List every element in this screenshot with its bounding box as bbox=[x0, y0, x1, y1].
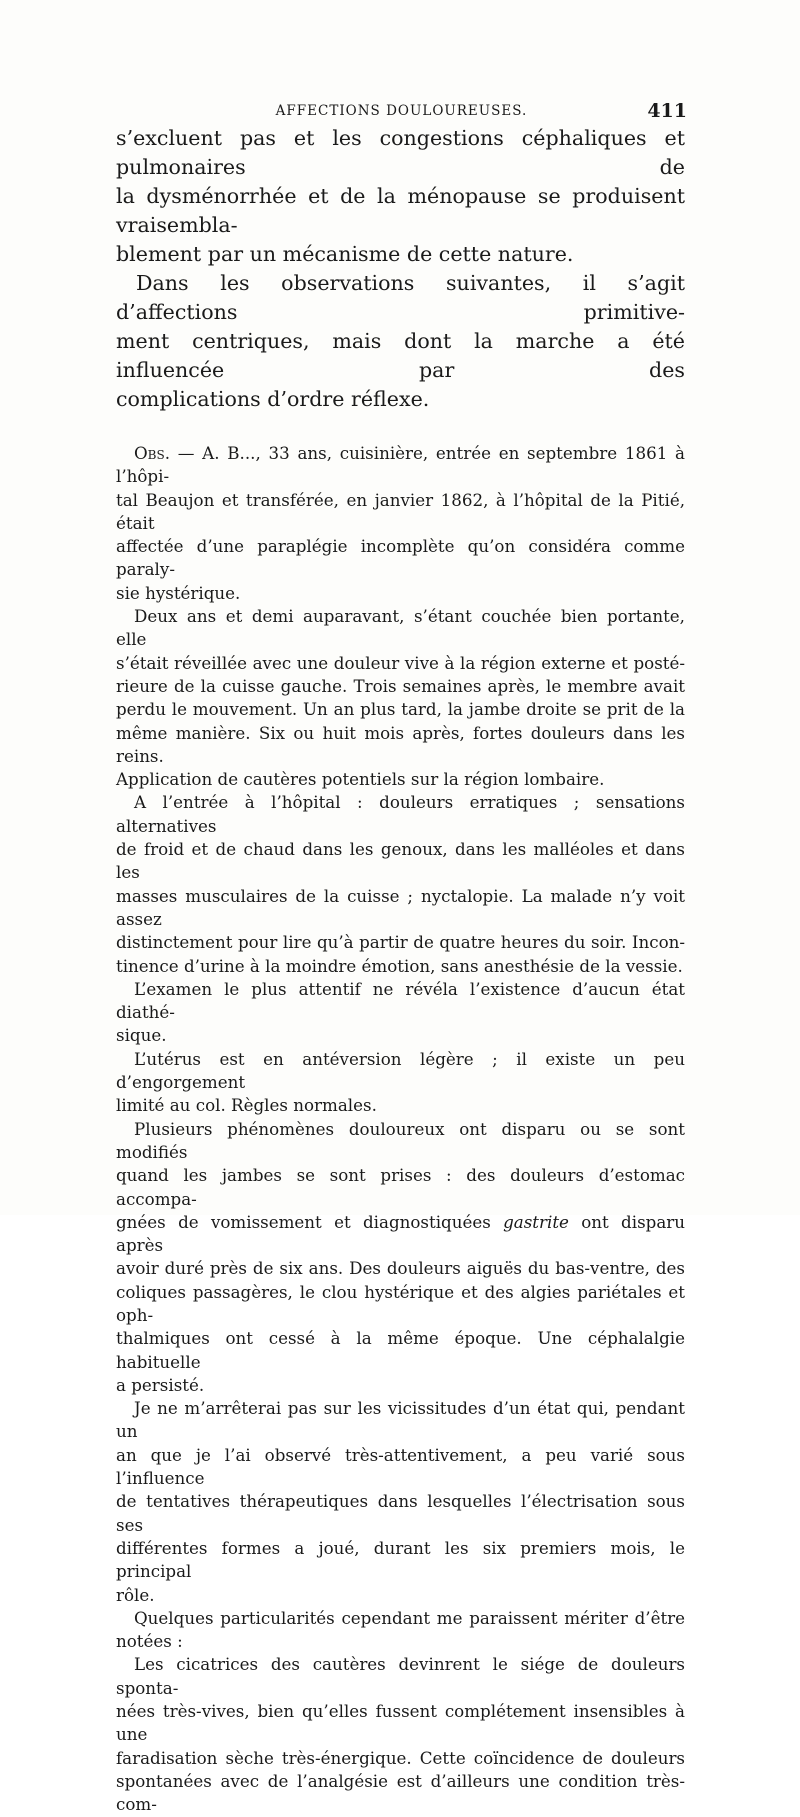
observation-line: affectée d’une paraplégie incomplète qu’on considéra comme paraly- bbox=[116, 536, 685, 580]
observation-line: tal Beaujon et transférée, en janvier 1862, à l’hôpital de la Pitié, était bbox=[116, 489, 685, 533]
observation-line: distinctement pour lire qu’à partir de quatre heures du soir. Incon- bbox=[116, 932, 685, 953]
observation-line: Quelques particularités cependant me paraissent mériter d’être bbox=[134, 1607, 685, 1628]
observation-line: avoir duré près de six ans. Des douleurs aiguës du bas-ventre, des bbox=[116, 1258, 685, 1279]
text-line: blement par un mécanisme de cette nature. bbox=[116, 242, 574, 266]
observation-line: de tentatives thérapeutiques dans lesquelles l’électrisation sous ses bbox=[116, 1491, 685, 1535]
observation-line: Les cicatrices des cautères devinrent le siége de douleurs sponta- bbox=[116, 1654, 685, 1698]
observation-line: Plusieurs phénomènes douloureux ont disparu ou se sont modifiés bbox=[116, 1118, 685, 1162]
observation-first-line bbox=[116, 442, 685, 489]
observation-line: a persisté. bbox=[116, 1374, 205, 1395]
text-line: la dysménorrhée et de la ménopause se produisent vraisembla- bbox=[116, 184, 685, 237]
text-line: s’excluent pas et les congestions céphaliques et pulmonaires de bbox=[116, 126, 685, 179]
observation-line: même manière. Six ou huit mois après, fortes douleurs dans les reins. bbox=[116, 722, 685, 766]
observation-line: Je ne m’arrêterai pas sur les vicissitudes d’un état qui, pendant un bbox=[116, 1398, 685, 1442]
observation-line: sique. bbox=[116, 1025, 167, 1046]
observation-line: an que je l’ai observé très-attentivement, a peu varié sous l’influence bbox=[116, 1444, 685, 1489]
text-line: complications d’ordre réflexe. bbox=[116, 387, 430, 411]
observation-line: tinence d’urine à la moindre émotion, sans anesthésie de la vessie. bbox=[116, 955, 683, 976]
observation-line: L’utérus est en antéversion légère ; il existe un peu d’engorgement bbox=[116, 1048, 685, 1093]
text-line: Dans les observations suivantes, il s’agit d’affections primitive- bbox=[116, 271, 685, 324]
text-line: ment centriques, mais dont la marche a été influencée par des bbox=[116, 329, 685, 382]
observation-line: L’examen le plus attentif ne révéla l’existence d’aucun état diathé- bbox=[116, 978, 685, 1023]
observation-intro-text: — A. B..., 33 ans, cuisinière, entrée en septembre 1861 à l’hôpi- bbox=[116, 443, 685, 487]
observation-line: spontanées avec de l’analgésie est d’ailleurs une condition très-com- bbox=[116, 1770, 685, 1815]
observation-line: A l’entrée à l’hôpital : douleurs erratiques ; sensations alternatives bbox=[116, 792, 685, 836]
observation-line: sie hystérique. bbox=[116, 582, 241, 603]
observation-line: limité au col. Règles normales. bbox=[116, 1095, 377, 1116]
observation-line: masses musculaires de la cuisse ; nyctalopie. La malade n’y voit assez bbox=[116, 885, 685, 929]
observation-line: quand les jambes se sont prises : des douleurs d’estomac accompa- bbox=[116, 1165, 685, 1209]
observation-line: thalmiques ont cessé à la même époque. Une céphalalgie habituelle bbox=[116, 1328, 685, 1372]
observation-label: Obs. bbox=[134, 443, 171, 463]
page-header bbox=[116, 100, 687, 124]
observation-block bbox=[116, 442, 685, 1817]
observation-line: Deux ans et demi auparavant, s’étant couchée bien portante, elle bbox=[116, 606, 685, 650]
observation-line: faradisation sèche très-énergique. Cette coïncidence de douleurs bbox=[116, 1747, 685, 1768]
intro-paragraphs bbox=[116, 124, 685, 414]
observation-line: s’était réveillée avec une douleur vive à la région externe et posté- bbox=[116, 652, 685, 673]
observation-line: différentes formes a joué, durant les six premiers mois, le principal bbox=[116, 1537, 685, 1582]
italic-term: gastrite bbox=[503, 1211, 569, 1232]
observation-line: rôle. bbox=[116, 1584, 155, 1605]
observation-line: gnées de vomissement et diagnostiquées gastrite ont disparu après bbox=[116, 1211, 685, 1256]
observation-line: nées très-vives, bien qu’elles fussent complétement insensibles à une bbox=[116, 1701, 685, 1745]
running-title: AFFECTIONS DOULOUREUSES. bbox=[275, 103, 528, 119]
observation-line: perdu le mouvement. Un an plus tard, la jambe droite se prit de la bbox=[116, 699, 685, 720]
observation-line: coliques passagères, le clou hystérique et des algies pariétales et oph- bbox=[116, 1281, 685, 1325]
observation-line: de froid et de chaud dans les genoux, dans les malléoles et dans les bbox=[116, 839, 685, 883]
observation-line: Application de cautères potentiels sur la région lombaire. bbox=[116, 769, 605, 790]
page-number: 411 bbox=[647, 100, 687, 122]
body-text bbox=[116, 124, 685, 1817]
observation-line: rieure de la cuisse gauche. Trois semaines après, le membre avait bbox=[116, 675, 685, 696]
observation-line: notées : bbox=[116, 1631, 183, 1652]
